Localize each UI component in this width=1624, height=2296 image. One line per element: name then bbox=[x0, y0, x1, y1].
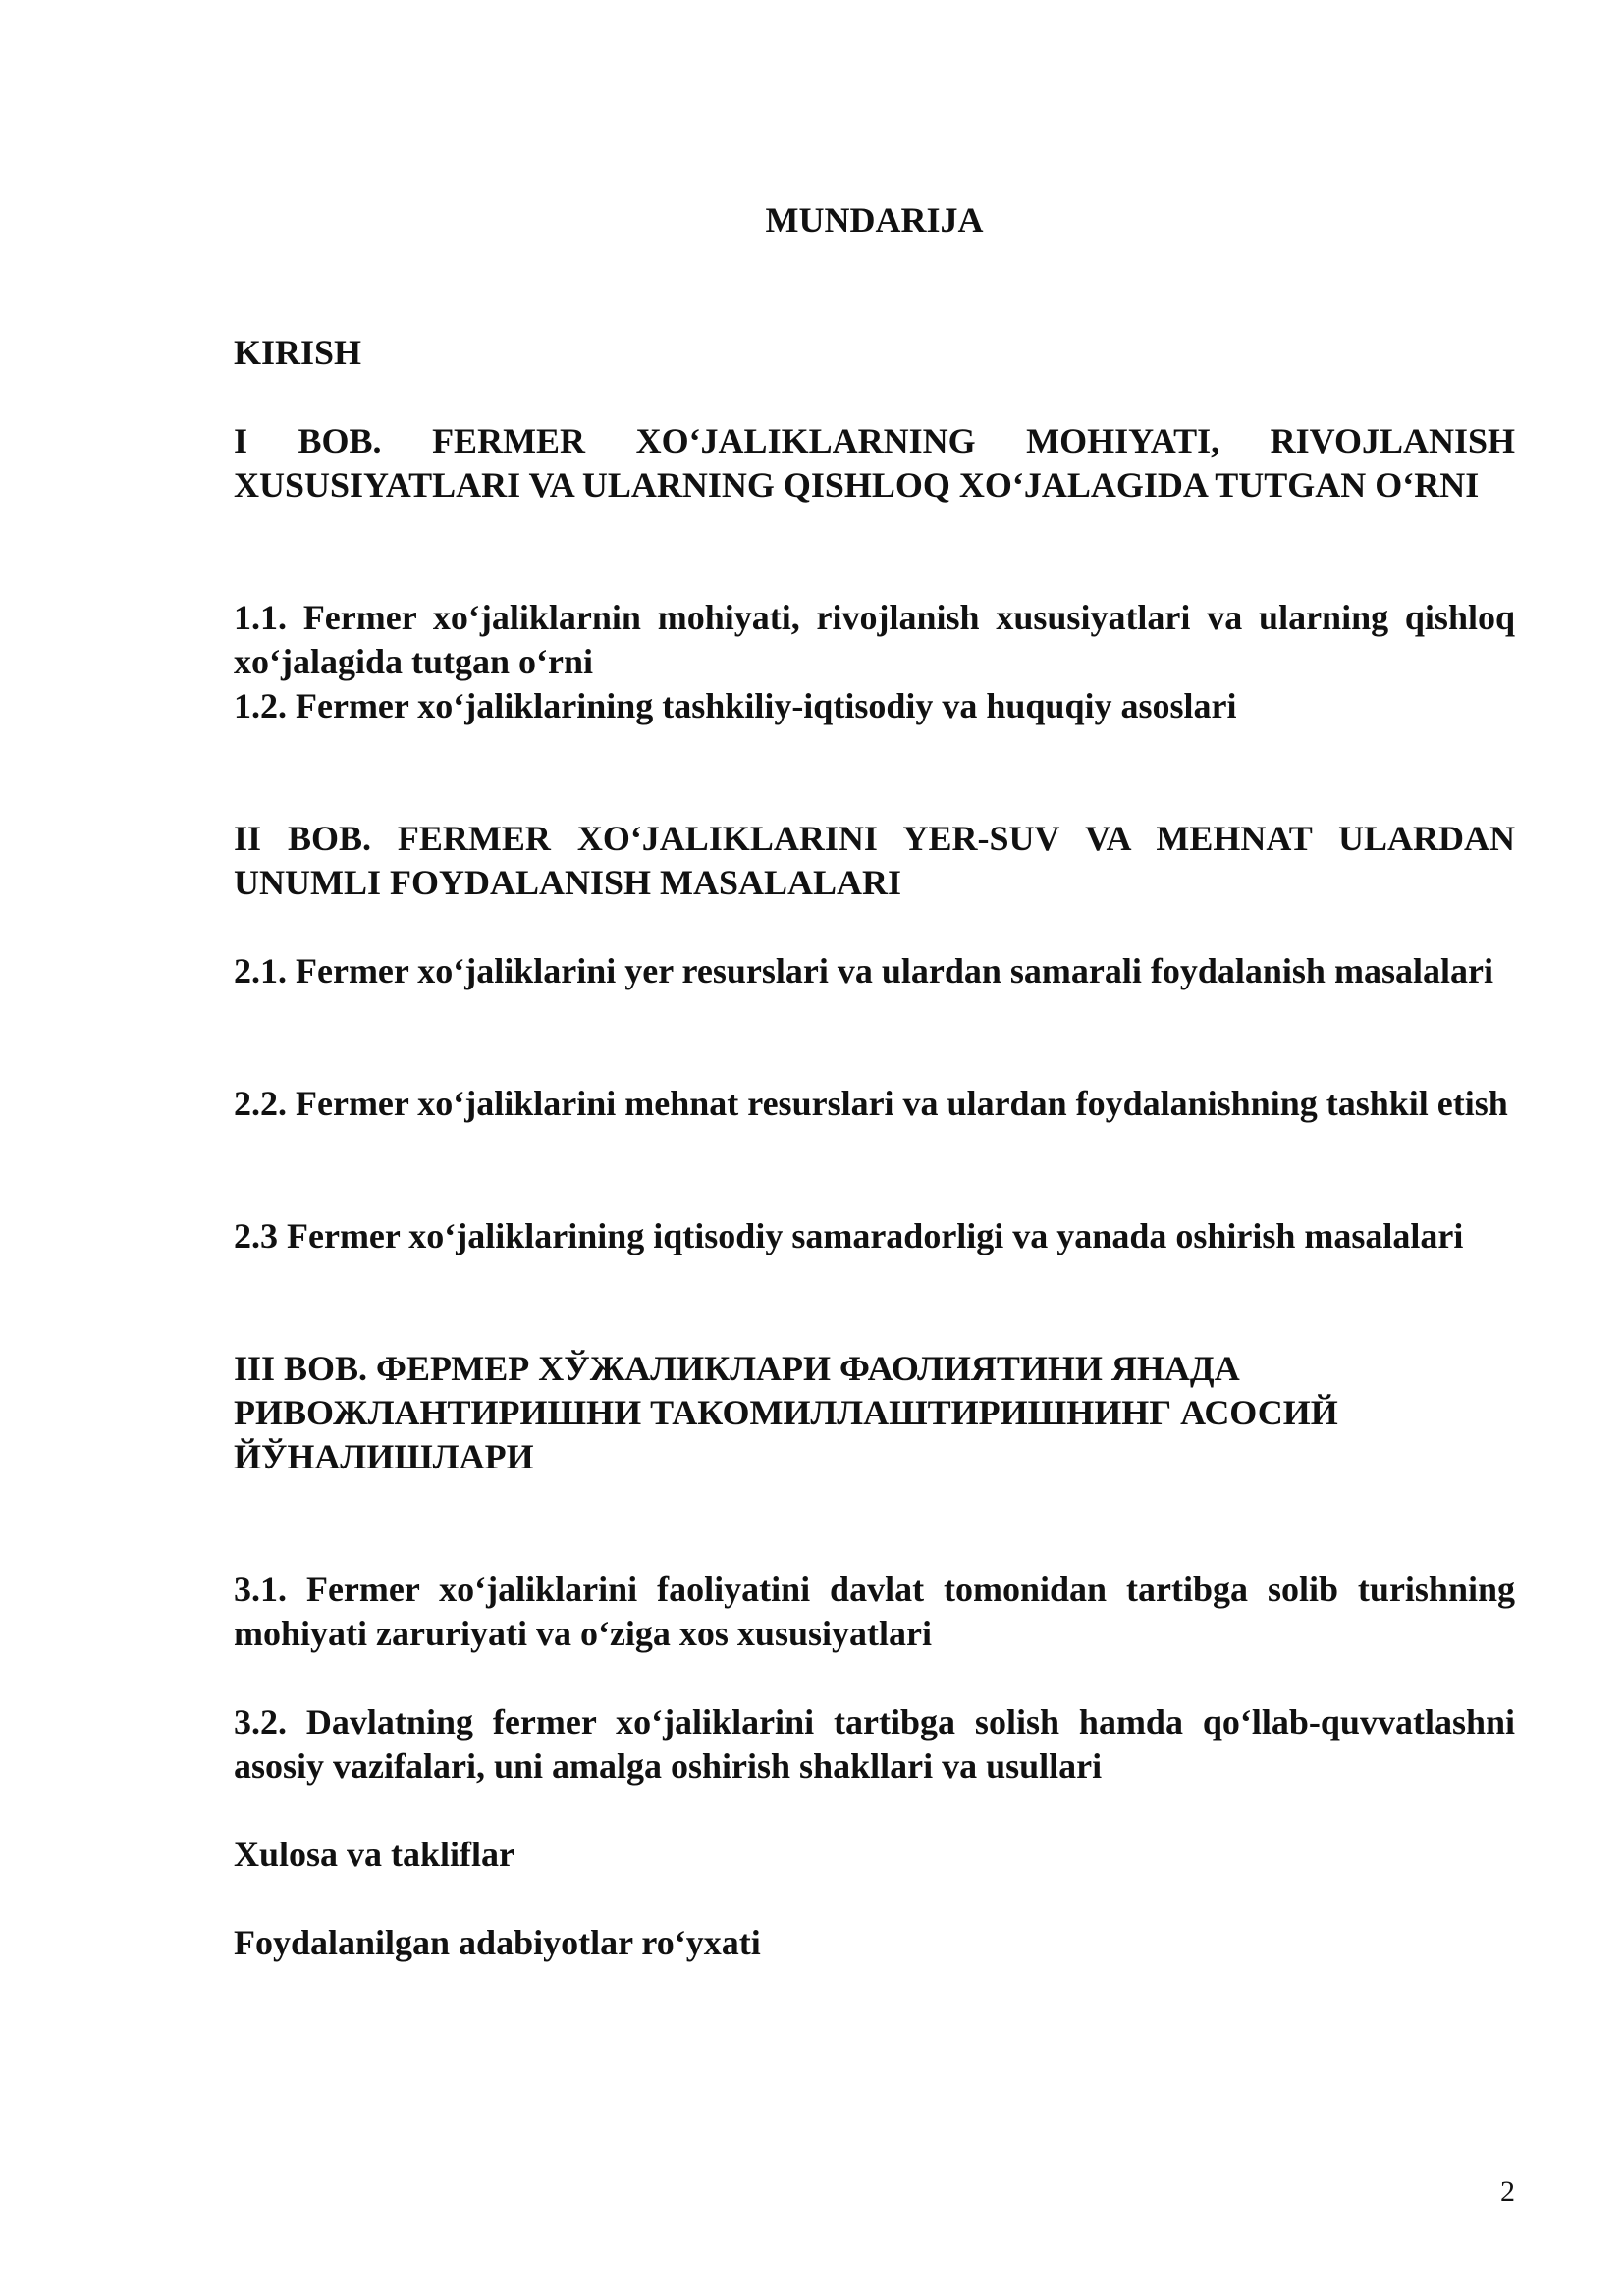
toc-entry-section-1-2: 1.2. Fermer xo‘jaliklarining tashkiliy-iqtisodiy va huquqiy asoslari bbox=[234, 686, 1237, 725]
toc-entry-section-2-2: 2.2. Fermer xo‘jaliklarini mehnat resurslari va ulardan foydalanishning tashkil etish bbox=[234, 1084, 1508, 1123]
toc-entry-introduction: KIRISH bbox=[234, 333, 362, 372]
toc-entry-section-2-1: 2.1. Fermer xo‘jaliklarini yer resurslari va ulardan samarali foydalanish masalalari bbox=[234, 951, 1493, 990]
toc-entry-references: Foydalanilgan adabiyotlar ro‘yxati bbox=[234, 1923, 761, 1962]
page-number: 2 bbox=[1500, 2175, 1515, 2208]
toc-entry-section-2-3: 2.3 Fermer xo‘jaliklarining iqtisodiy samaradorligi va yanada oshirish masalalari bbox=[234, 1216, 1464, 1255]
toc-entry-section-3-1: 3.1. Fermer xo‘jaliklarini faoliyatini davlat tomonidan tartibga solib turishning mohiyati zaruriyati va o‘ziga xos xususiyatlari bbox=[234, 1570, 1515, 1653]
toc-title: MUNDARIJA bbox=[765, 200, 984, 240]
toc-entry-chapter-2: II BOB. FERMER XO‘JALIKLARINI YER-SUV VA MEHNAT ULARDAN UNUMLI FOYDALANISH MASALALARI bbox=[234, 819, 1515, 902]
toc-entry-section-1-1: 1.1. Fermer xo‘jaliklarnin mohiyati, rivojlanish xususiyatlari va ularning qishloq xo‘jalagida tutgan o‘rni bbox=[234, 598, 1515, 681]
toc-entry-conclusion: Xulosa va takliflar bbox=[234, 1835, 515, 1874]
toc-entry-chapter-3: III BOB. ФЕРМЕР ХЎЖАЛИКЛАРИ ФАОЛИЯТИНИ ЯНАДА РИВОЖЛАНТИРИШНИ ТАКОМИЛЛАШТИРИШНИНГ АСОСИЙ ЙЎНАЛИШЛАРИ bbox=[234, 1349, 1338, 1476]
toc-entry-section-3-2: 3.2. Davlatning fermer xo‘jaliklarini tartibga solish hamda qo‘llab-quvvatlashni asosiy vazifalari, uni amalga oshirish shakllari va usullari bbox=[234, 1702, 1515, 1786]
toc-entry-chapter-1: I BOB. FERMER XO‘JALIKLARNING MOHIYATI, RIVOJLANISH XUSUSIYATLARI VA ULARNING QISHLOQ XO‘JALAGIDA TUTGAN O‘RNI bbox=[234, 421, 1515, 505]
